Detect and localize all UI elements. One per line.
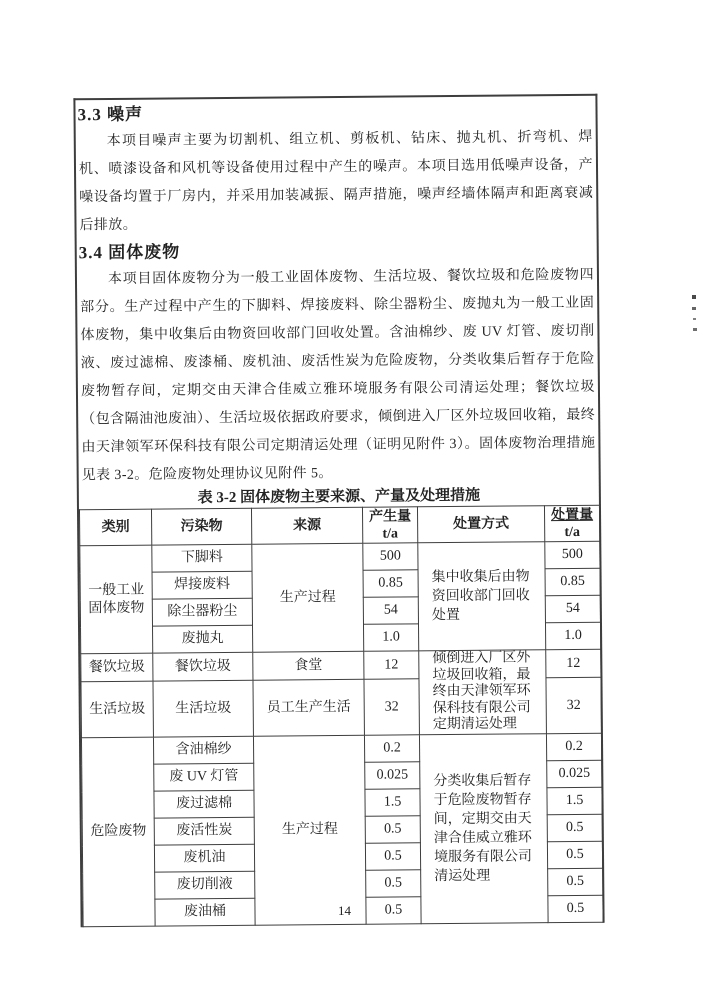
- solid-waste-table: [79, 505, 604, 928]
- cell-disposed: 0.2: [546, 733, 601, 760]
- cell-pollutant: 餐饮垃圾: [153, 652, 253, 681]
- cell-pollutant: 废过滤棉: [154, 790, 254, 818]
- cell-disposed: 54: [545, 595, 600, 622]
- cell-disposed: 0.5: [548, 868, 603, 895]
- cell-generated: 12: [364, 651, 419, 679]
- cell-disposal-catering-domestic: 倾倒进入厂区外垃圾回收箱，最终由天津领军环保科技有限公司定期清运处理: [419, 650, 547, 735]
- cell-generated: 32: [364, 679, 419, 735]
- table-header-row: [79, 505, 599, 546]
- cell-pollutant: 废油桶: [155, 898, 255, 926]
- cell-disposed: 500: [545, 541, 600, 568]
- table-title: 表 3-2 固体废物主要来源、产量及处理措施: [197, 487, 481, 507]
- cell-pollutant: 废抛丸: [153, 625, 253, 653]
- cell-disposed: 0.5: [548, 895, 603, 922]
- noise-paragraph: 本项目噪声主要为切割机、组立机、剪板机、钻床、抛丸机、折弯机、焊机、喷漆设备和风机等设备使用过程中产生的噪声。本项目选用低噪声设备，产噪设备均置于厂房内，并采用加装减振、隔声措施，噪声经墙体隔声和距离衰减后排放。: [78, 129, 594, 234]
- cell-generated: 54: [363, 597, 418, 624]
- cell-category-catering: 餐饮垃圾: [81, 653, 153, 682]
- cell-pollutant: 废机油: [154, 844, 254, 872]
- cell-generated: 0.5: [365, 843, 420, 870]
- cell-pollutant: 含油棉纱: [153, 736, 253, 764]
- cell-pollutant: 废活性炭: [154, 817, 254, 845]
- cell-disposed: 12: [546, 649, 601, 677]
- cell-generated: 0.5: [366, 897, 421, 924]
- cell-generated: 500: [363, 543, 418, 570]
- table-row: [81, 733, 601, 765]
- cell-source: 食堂: [253, 651, 364, 680]
- cell-pollutant: 焊接废料: [152, 571, 252, 599]
- cell-disposal-general: 集中收集后由物资回收部门回收处置: [418, 542, 546, 651]
- cell-category-hazardous: 危险废物: [81, 737, 155, 927]
- cell-generated: 1.5: [365, 789, 420, 816]
- header-disposal: 处置方式: [417, 506, 544, 543]
- header-pollutant: 污染物: [151, 508, 251, 545]
- header-category: 类别: [79, 509, 151, 546]
- cell-source-hazardous: 生产过程: [253, 735, 366, 925]
- cell-disposed: 1.5: [547, 787, 602, 814]
- header-source: 来源: [251, 507, 362, 544]
- section-heading-noise: 3.3 噪声: [77, 104, 144, 125]
- content-frame: [73, 94, 604, 928]
- scan-artifact-marks: [690, 295, 698, 339]
- cell-generated: 0.85: [363, 570, 418, 597]
- cell-generated: 0.025: [365, 762, 420, 789]
- cell-pollutant: 下脚料: [152, 544, 252, 572]
- cell-category-general: 一般工业固体废物: [80, 545, 153, 654]
- header-generated-unit: t/a: [382, 525, 399, 542]
- cell-pollutant: 废 UV 灯管: [154, 763, 254, 791]
- header-generated: [362, 507, 417, 543]
- table-row: [81, 649, 601, 682]
- cell-disposed: 0.85: [545, 568, 600, 595]
- header-disposed: [544, 505, 599, 541]
- cell-disposal-hazardous: 分类收集后暂存于危险废物暂存间，定期交由天津合佳威立雅环境服务有限公司清运处理: [419, 734, 548, 924]
- page-number: 14: [338, 903, 351, 918]
- cell-generated: 1.0: [363, 624, 418, 651]
- cell-disposed: 1.0: [545, 622, 600, 649]
- cell-generated: 0.5: [366, 870, 421, 897]
- cell-source-general: 生产过程: [252, 543, 364, 652]
- header-generated-label: 产生量: [368, 508, 412, 525]
- header-disposed-unit: t/a: [564, 524, 581, 540]
- table-row: [80, 541, 600, 573]
- solid-waste-paragraph: 本项目固体废物分为一般工业固体废物、生活垃圾、餐饮垃圾和危险废物四部分。生产过程中产生的下脚料、焊接废料、除尘器粉尘、废抛丸为一般工业固体废物，集中收集后由物资回收部门回收处置。含油棉纱、废 UV 灯管、废切削液、废过滤棉、废漆桶、废机油、废活性炭为危险废物，分类收集后暂存于危险废物暂存间，定期交由天津合佳威立雅环境服务有限公司清运处理；餐饮垃圾（包含隔油池废油）、生活垃圾依据政府要求，倾倒进入厂区外垃圾回收箱，最终由天津领军环保科技有限公司定期清运处理（证明见附件 3）。固体废物治理措施见表 3-2。危险废物处理协议见附件 5。: [80, 267, 596, 484]
- cell-disposed: 0.025: [547, 760, 602, 787]
- cell-disposed: 0.5: [547, 814, 602, 841]
- cell-pollutant: 生活垃圾: [153, 680, 253, 737]
- cell-generated: 0.2: [364, 735, 419, 762]
- cell-disposed: 0.5: [547, 841, 602, 868]
- cell-generated: 0.5: [365, 816, 420, 843]
- cell-pollutant: 废切削液: [155, 871, 255, 899]
- cell-category-domestic: 生活垃圾: [81, 681, 153, 738]
- section-heading-solid-waste: 3.4 固体废物: [78, 242, 181, 263]
- header-disposed-label: 处置量: [550, 507, 594, 523]
- cell-disposed: 32: [546, 677, 601, 733]
- cell-pollutant: 除尘器粉尘: [152, 598, 252, 626]
- cell-source: 员工生产生活: [253, 679, 364, 736]
